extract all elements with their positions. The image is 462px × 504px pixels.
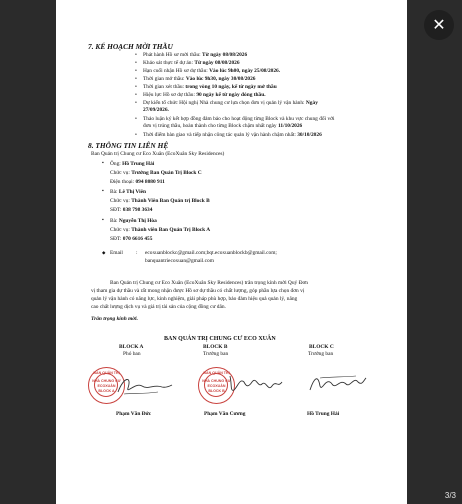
block-a-signer: Phạm Văn Đức xyxy=(116,411,152,417)
closing-paragraph-line: quản lý vận hành có năng lực, kinh nghiệm, giải pháp phù hợp, bảo đảm hiệu quả quản lý, nâng xyxy=(91,296,298,302)
contact-phone xyxy=(110,179,165,186)
contact-phone-value: 094 8080 911 xyxy=(135,179,165,185)
email-label: ◆ Email xyxy=(110,250,123,257)
plan-item xyxy=(143,68,280,75)
contact-name xyxy=(110,189,146,196)
plan-item-value: Từ ngày 08/08/2026 xyxy=(202,52,248,58)
plan-item xyxy=(143,76,255,83)
contact-name-value: Nguyễn Thị Hòa xyxy=(118,218,157,224)
plan-item-label: Khảo sát thực tế dự án: xyxy=(143,60,195,66)
block-c-role: Trưởng ban xyxy=(308,351,334,357)
stamp-text: ECOXUÂN xyxy=(207,384,226,388)
stamp-text: BLOCK A xyxy=(98,389,115,393)
close-icon[interactable]: ✕ xyxy=(424,10,454,40)
plan-item-value: 30/10/2026 xyxy=(297,132,322,138)
contact-phone-value: 038 798 3634 xyxy=(122,207,153,213)
email-addresses: ecoxuanblockc@gmail.com;bqt.ecoxuanblockb@gmail.com; xyxy=(145,250,277,256)
plan-item xyxy=(143,92,266,99)
contact-phone xyxy=(110,207,152,214)
contact-role-value: Thành Viên Ban Quản trị Block B xyxy=(131,198,210,204)
block-a-signature xyxy=(114,372,174,400)
block-b-signature xyxy=(224,368,284,398)
contact-phone-label: SĐT: xyxy=(110,207,123,213)
contact-role-label: Chức vụ: xyxy=(110,198,132,204)
plan-item xyxy=(143,100,318,107)
closing-paragraph-line: vị tham gia dự thầu và rất mong nhận được Hồ sơ dự thầu có chất lượng, góp phần lựa chọn đơn vị xyxy=(91,288,305,294)
org-name: Ban Quản trị Chung cư Eco Xuân (EcoXuân Sky Residences) xyxy=(91,151,225,157)
contact-role xyxy=(110,170,202,177)
plan-item-label: Hạn cuối nhận Hồ sơ dự thầu: xyxy=(143,68,210,74)
stamp-text: BAN QUẢN TRỊ xyxy=(93,371,120,375)
stamp-text: NHÀ CHUNG CƯ xyxy=(202,379,231,383)
plan-item xyxy=(143,60,240,67)
email-addresses-continued: banquantriecoxuan@gmail.com xyxy=(145,258,214,264)
contact-role-value: Trưởng Ban Quản Trị Block C xyxy=(131,170,202,176)
block-b-signer: Phạm Văn Cương xyxy=(204,411,246,417)
closing-paragraph-line: cao chất lượng dịch vụ và giá trị tài sản của cộng đồng cư dân. xyxy=(91,304,226,310)
plan-item-label: Dự kiến tổ chức Hội nghị Nhà chung cư lựa chọn đơn vị quản lý vận hành: xyxy=(143,100,306,106)
plan-item-value: 11/10/2026 xyxy=(277,123,303,129)
contact-role-value: Thành viên Ban Quản Trị Block A xyxy=(131,227,211,233)
plan-item-value: Vào lúc 9h00, ngày 25/08/2026. xyxy=(209,68,281,74)
contact-phone xyxy=(110,236,152,243)
plan-item-continuation xyxy=(143,123,302,130)
plan-item-value: 90 ngày kể từ ngày đóng thầu. xyxy=(196,92,266,98)
contact-name-value: Lê Thị Viên xyxy=(118,189,147,195)
contact-name-label: Ông: xyxy=(110,161,123,167)
block-c-signature xyxy=(306,368,368,398)
regards-text: Trân trọng kính mời. xyxy=(91,316,139,322)
plan-item-label: Hiệu lực Hồ sơ dự thầu: xyxy=(143,92,197,98)
contact-name-value: Hồ Trung Hải xyxy=(122,161,155,167)
document-page xyxy=(56,0,407,504)
block-b-role: Trưởng ban xyxy=(203,351,229,357)
plan-item-value: Vào lúc 9h30, ngày 30/08/2026 xyxy=(185,76,256,82)
closing-paragraph-line: Ban Quản trị Chung cư Eco Xuân (EcoXuân Sky Residences) trân trọng kính mời Quý Đơn xyxy=(110,280,309,286)
plan-item-continuation: 27/09/2026. xyxy=(143,107,169,113)
section-7-title: 7. KẾ HOẠCH MỜI THẦU xyxy=(88,42,173,51)
contact-role xyxy=(110,227,210,234)
contact-name-label: Bà: xyxy=(110,189,119,195)
contact-phone-label: Điện thoại: xyxy=(110,179,136,185)
block-b-title: BLOCK B xyxy=(203,344,228,350)
stamp-text: BLOCK B xyxy=(208,389,225,393)
plan-item xyxy=(143,84,277,91)
plan-item-label: Thời gian mở thầu: xyxy=(143,76,186,82)
block-a-title: BLOCK A xyxy=(119,344,144,350)
plan-item-label: đơn vị trúng thầu, hoàn thành cho từng Block chậm nhất ngày xyxy=(143,123,278,129)
stamp-text: ECOXUÂN xyxy=(97,384,116,388)
plan-item-label: Thời gian xét thầu: xyxy=(143,84,186,90)
block-c-title: BLOCK C xyxy=(309,344,334,350)
plan-item-label: Thời điểm bàn giao và tiếp nhận công tác quản lý vận hành chậm nhất: xyxy=(143,132,298,138)
contact-name xyxy=(110,218,157,225)
plan-item-value: Từ ngày 08/08/2026 xyxy=(194,60,240,66)
plan-item: • Thảo luận ký kết hợp đồng đảm bảo cho hoạt động từng Block và khu vực chung đối với xyxy=(143,116,335,123)
contact-role xyxy=(110,198,210,205)
block-a-role: Phó ban xyxy=(123,351,141,357)
plan-item-value: Ngày xyxy=(305,100,318,106)
plan-item xyxy=(143,52,247,59)
plan-item-value: trong vòng 10 ngày, kể từ ngày mở thầu xyxy=(185,84,277,90)
section-8-title: 8. THÔNG TIN LIÊN HỆ xyxy=(88,141,169,150)
stamp-text: NHÀ CHUNG CƯ xyxy=(92,379,121,383)
contact-phone-label: SĐT: xyxy=(110,236,123,242)
plan-item xyxy=(143,132,322,139)
contact-role-label: Chức vụ: xyxy=(110,170,132,176)
block-c-signer: Hồ Trung Hải xyxy=(307,411,340,417)
contact-phone-value: 070 6616 455 xyxy=(122,236,153,242)
contact-name-label: Bà: xyxy=(110,218,119,224)
email-colon: : xyxy=(136,250,138,256)
contact-name xyxy=(110,161,154,168)
board-title: BAN QUẢN TRỊ CHUNG CƯ ECO XUÂN xyxy=(164,336,276,342)
plan-item-label: Phát hành Hồ sơ mời thầu: xyxy=(143,52,203,58)
stamp-text: BAN QUẢN TRỊ xyxy=(203,371,230,375)
contact-role-label: Chức vụ: xyxy=(110,227,132,233)
page-indicator: 3/3 xyxy=(444,491,456,500)
